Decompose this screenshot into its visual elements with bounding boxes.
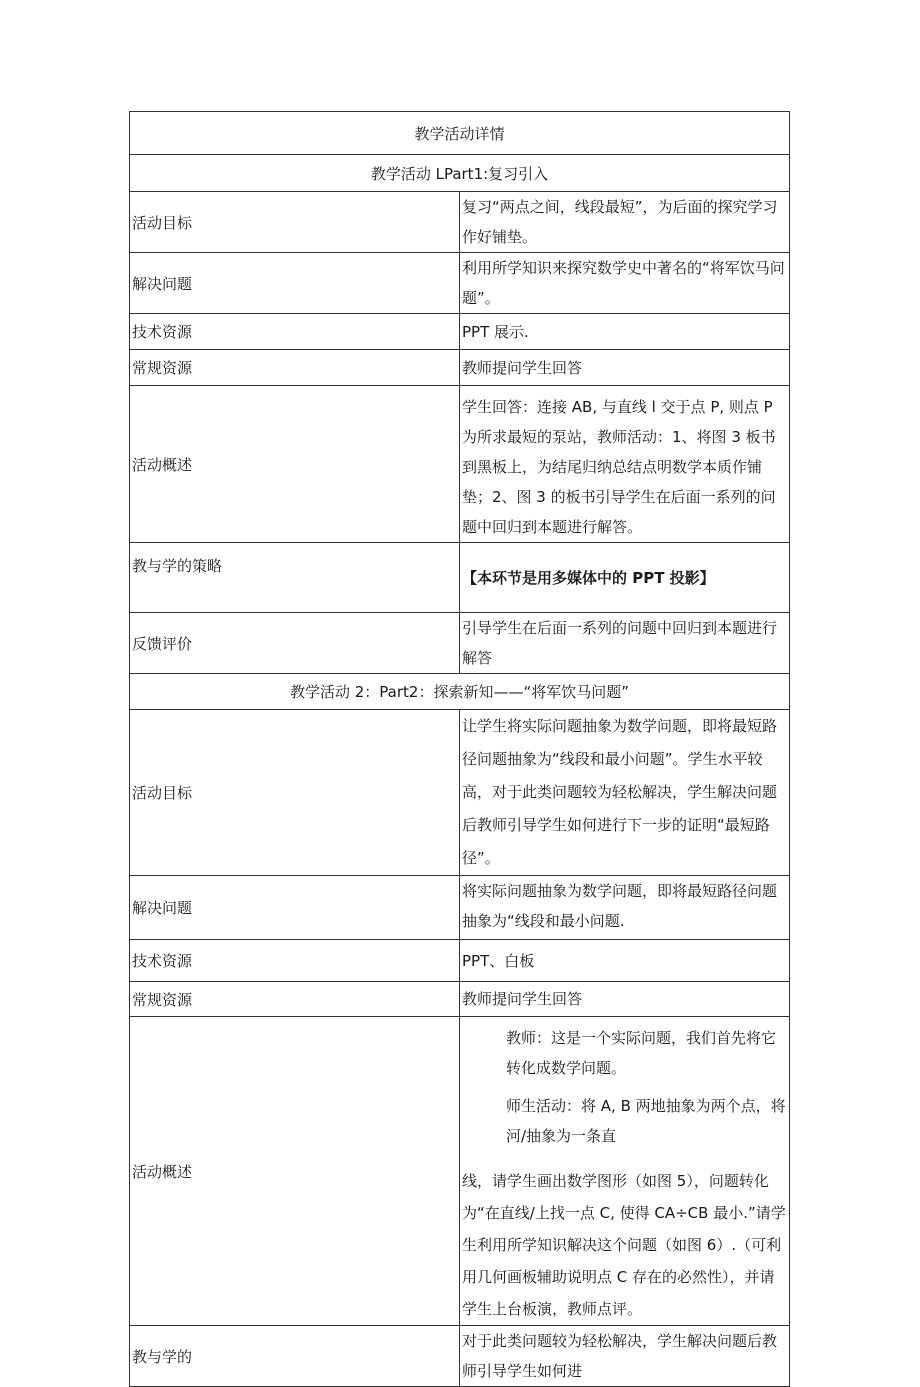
table-row (130, 710, 790, 876)
row-value-cell (460, 386, 790, 543)
row-label: 解决问题 (130, 876, 460, 940)
row-value: PPT 展示. (460, 314, 790, 350)
row-label: 技术资源 (130, 940, 460, 982)
row-label: 活动目标 (130, 192, 460, 253)
overview-para-3: 线，请学生画出数学图形（如图 5），问题转化为“在直线/上找一点 C, 使得 CA÷CB 最小.”请学生利用所学知识解决这个问题（如图 6）.（可利用几何画板辅助说明点 C 存在的必然性），并请学生上台板演，教师点评。 (462, 1172, 786, 1318)
row-label: 教与学的 (130, 1326, 460, 1387)
row-label: 常规资源 (130, 350, 460, 386)
row-value: 引导学生在后面一系列的问题中回归到本题进行解答 (460, 613, 790, 674)
table-row (130, 350, 790, 386)
table-row (130, 1017, 790, 1326)
row-value: 教师提问学生回答 (460, 350, 790, 386)
table-row (130, 876, 790, 940)
row-label: 解决问题 (130, 253, 460, 314)
table-row (130, 613, 790, 674)
table-title: 教学活动详情 (130, 112, 790, 155)
table-row (130, 543, 790, 613)
table-row (130, 940, 790, 982)
row-label: 活动概述 (130, 1017, 460, 1326)
row-label: 教与学的策略 (130, 543, 460, 613)
table-row (130, 1326, 790, 1387)
row-value: 将实际问题抽象为数学问题，即将最短路径问题抽象为“线段和最小问题. (460, 876, 790, 940)
activity2-header: 教学活动 2：Part2：探索新知——“将军饮马问题” (130, 674, 790, 710)
row-value: 【本环节是用多媒体中的 PPT 投影】 (460, 543, 790, 613)
activity2-header-row (130, 674, 790, 710)
row-value: 利用所学知识来探究数学史中著名的“将军饮马问题”。 (460, 253, 790, 314)
row-value: PPT、白板 (460, 940, 790, 982)
title-row (130, 112, 790, 155)
row-label: 活动目标 (130, 710, 460, 876)
row-label: 技术资源 (130, 314, 460, 350)
activity1-header: 教学活动 LPart1:复习引入 (130, 155, 790, 192)
activity1-header-row (130, 155, 790, 192)
document-table-wrapper (129, 111, 790, 1387)
row-label: 反馈评价 (130, 613, 460, 674)
table-row (130, 253, 790, 314)
row-value: 复习“两点之间，线段最短”，为后面的探究学习作好铺垫。 (460, 192, 790, 253)
row-value: 让学生将实际问题抽象为数学问题，即将最短路径问题抽象为“线段和最小问题”。学生水平较高，对于此类问题较为轻松解决，学生解决问题后教师引导学生如何进行下一步的证明“最短路径”。 (460, 710, 790, 876)
row-value-cell (460, 1017, 790, 1326)
row-value: 学生回答：连接 AB, 与直线 l 交于点 P, 则点 P 为所求最短的泵站，教师活动：1、将图 3 板书到黑板上，为结尾归纳总结点明数学本质作铺垫；2、图 3 的板书引导学生在后面一系列的问题中回归到本题进行解答。 (462, 398, 776, 536)
table-row (130, 314, 790, 350)
row-label: 活动概述 (130, 386, 460, 543)
overview-para-2: 师生活动：将 A, B 两地抽象为两个点，将河/抽象为一条直 (506, 1097, 786, 1145)
row-value: 教师提问学生回答 (460, 982, 790, 1017)
overview-para-1: 教师：这是一个实际问题，我们首先将它转化成数学问题。 (506, 1029, 777, 1077)
table-row (130, 386, 790, 543)
table-row (130, 982, 790, 1017)
table-row (130, 192, 790, 253)
row-label: 常规资源 (130, 982, 460, 1017)
activity-table (129, 111, 790, 1387)
row-value: 对于此类问题较为轻松解决，学生解决问题后教师引导学生如何进 (460, 1326, 790, 1387)
